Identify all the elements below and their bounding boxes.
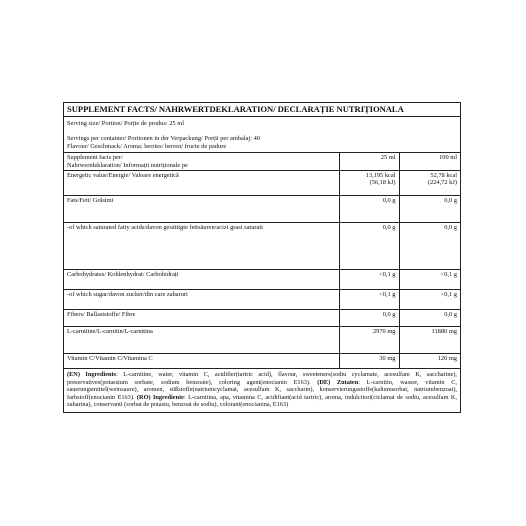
- value-100ml: 0,0 g: [399, 196, 460, 223]
- supplement-facts-label: [63, 102, 461, 413]
- ingredients-ro: : L-carnitina, apa, vitamina C, acidifiant(acid tartric), aroma, indulcitori(ciclamat de sodiu, acesulfam K, zaharina), conservanti (sorbat de potasiu, benzoat de sodiu), colorant(enocianina, E163): [67, 393, 458, 409]
- table-header-row: [64, 153, 460, 170]
- flavour: Flavour/ Geschmack/ Aroma: berries/ berren/ fructe de padure: [67, 142, 227, 150]
- value-100ml: 0,0 g: [399, 310, 460, 327]
- table-row: [64, 171, 460, 196]
- serving-size: Serving size/ Portion/ Porție de produs: 25 ml: [67, 120, 184, 127]
- header-col-25ml: 25 ml: [339, 153, 399, 170]
- nutrient-label: -of which sugar/davon zucker/din care zaharuri: [64, 290, 339, 310]
- value-25ml: 0,0 g: [339, 223, 399, 270]
- value-100ml: <0,1 g: [399, 290, 460, 310]
- value-100ml: 0,0 g: [399, 223, 460, 270]
- servings-per-container: Servings per container/ Portionen in der Verpackung/ Porții per ambalaj: 40: [67, 135, 260, 143]
- value-25ml: 30 mg: [339, 354, 399, 369]
- label-title: SUPPLEMENT FACTS/ NAHRWERTDEKLARATION/ DECLARAȚIE NUTRIȚIONALA: [64, 103, 460, 117]
- nutrient-label: Energetic value/Energie/ Valoare energetică: [64, 171, 339, 196]
- value-25ml: 0,0 g: [339, 196, 399, 223]
- table-row: [64, 290, 460, 310]
- value-100ml: <0,1 g: [399, 270, 460, 290]
- nutrient-label: L-carnitine/L-carnitin/L-carnitina: [64, 327, 339, 354]
- value-25ml: 2970 mg: [339, 327, 399, 354]
- nutrient-label: Fibers/ Ballaststoffe/ Fibre: [64, 310, 339, 327]
- header-col-100ml: 100 ml: [399, 153, 460, 170]
- table-row: [64, 270, 460, 290]
- table-row: [64, 327, 460, 354]
- nutrient-label: Fats/Fett/ Grăsimi: [64, 196, 339, 223]
- value-25ml: <0,1 g: [339, 290, 399, 310]
- ingredients-en-label: (EN) Ingredients: [67, 371, 117, 379]
- nutrient-label: Carbohydrates/ Kohlenhydrat/ Carbohidrați: [64, 270, 339, 290]
- value-100ml: 52,78 kcal (224,72 kJ): [399, 171, 460, 196]
- value-25ml: 13,195 kcal (56,18 kJ): [339, 171, 399, 196]
- nutrient-label: -of which saturated fatty acids/davon gesättigte fettsäuren/acizi grasi saturati: [64, 223, 339, 270]
- table-row: [64, 223, 460, 270]
- table-row: [64, 196, 460, 223]
- header-label: Supplement facts per/ Nahrwertdeklaration/ Informații nutriționale pe: [64, 153, 339, 170]
- value-100ml: 11880 mg: [399, 327, 460, 354]
- value-25ml: 0,0 g: [339, 310, 399, 327]
- ingredients-ro-label: (RO) Ingrediente: [136, 393, 184, 401]
- value-25ml: <0,1 g: [339, 270, 399, 290]
- value-100ml: 120 mg: [399, 354, 460, 369]
- ingredients-en: : L-carnitine, water, vitamin C, acidifier(tartric acid), flavour, sweeteners(sodiu cyclamate, acesulfam K, saccharine), preservatives(potassium sorbate, sodium benzoate), coloring agent(enocianin E163).: [67, 371, 457, 386]
- ingredients-de: : L-carnitin, wasser, vitamin C, sauerungsmittel(weinsaure), aromen, süßstoffe(natriumcyclamat, acesulfam K, saccharin), konservierungsstoffe(kaliumsorbat, natriumbenzoat), farbstoff(enocianin E163).: [67, 378, 457, 401]
- nutrition-table: [64, 153, 460, 369]
- ingredients-text: [64, 369, 460, 412]
- ingredients-de-label: (DE) Zutaten: [317, 378, 359, 386]
- serving-info: [64, 117, 460, 153]
- table-row: [64, 310, 460, 327]
- table-row: [64, 354, 460, 369]
- nutrient-label: Vitamin C/Vitamin C/Vitamina C: [64, 354, 339, 369]
